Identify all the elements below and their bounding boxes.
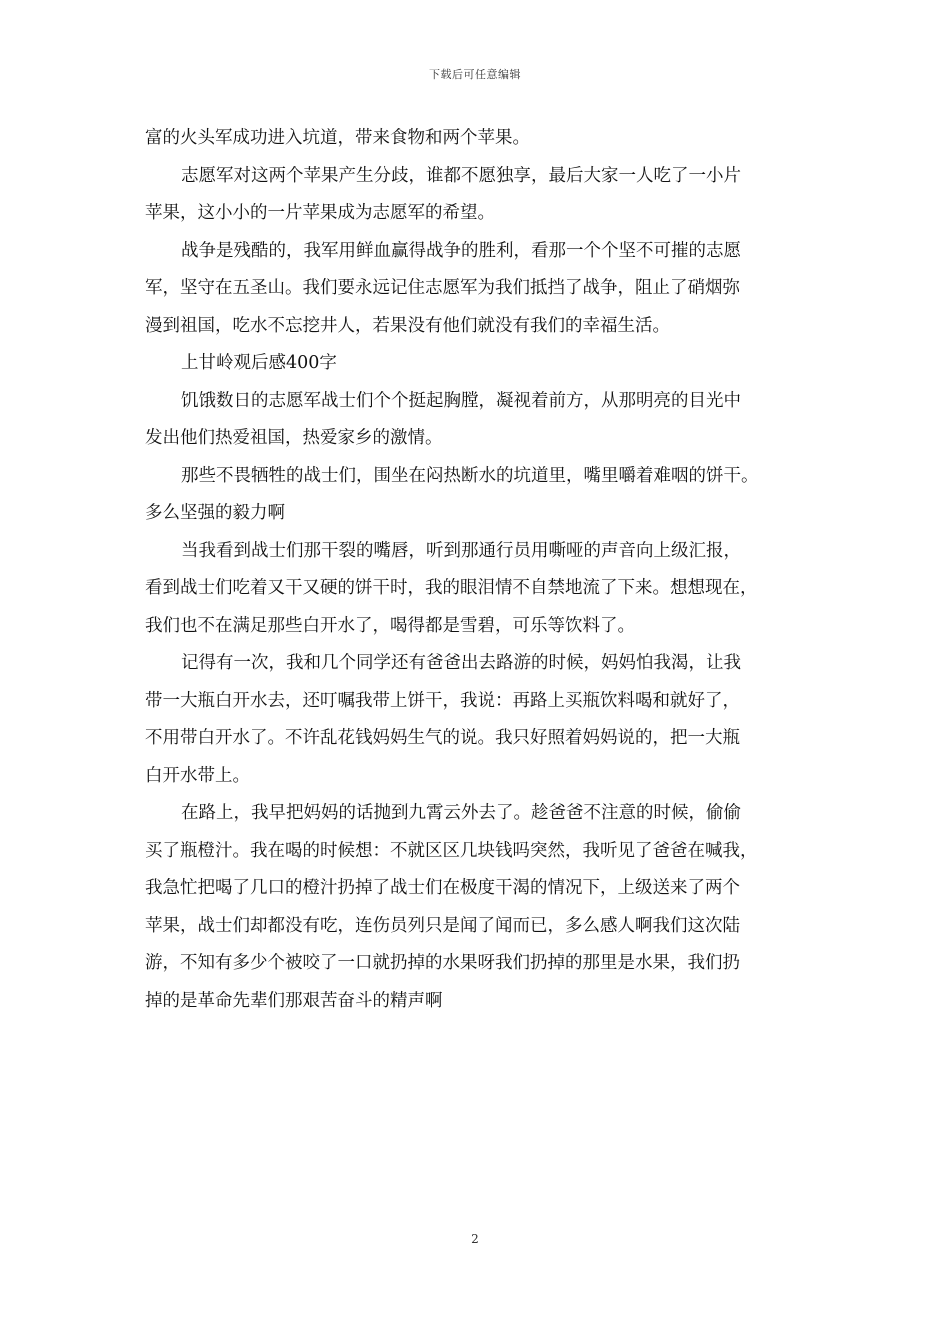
- text-line: 那些不畏牺牲的战士们，围坐在闷热断水的坑道里，嘴里嚼着难咽的饼干。: [181, 465, 759, 486]
- text-line: 买了瓶橙汁。我在喝的时候想：不就区区几块钱吗突然，我听见了爸爸在喊我，: [145, 840, 758, 861]
- text-line: 看到战士们吃着又干又硬的饼干时，我的眼泪情不自禁地流了下来。想想现在，: [145, 578, 758, 598]
- text-line: 战争是残酷的，我军用鲜血赢得战争的胜利，看那一个个坚不可摧的志愿: [181, 240, 741, 261]
- text-line: 多么坚强的毅力啊: [145, 503, 285, 523]
- text-line: 不用带白开水了。不许乱花钱妈妈生气的说。我只好照着妈妈说的，把一大瓶: [145, 728, 740, 748]
- text-line: 军，坚守在五圣山。我们要永远记住志愿军为我们抵挡了战争，阻止了硝烟弥: [145, 278, 740, 298]
- text-line: 苹果，战士们却都没有吃，连伤员列只是闻了闻而已，多么感人啊我们这次陆: [145, 915, 740, 936]
- text-line: 我急忙把喝了几口的橙汁扔掉了战士们在极度干渴的情况下，上级送来了两个: [145, 878, 740, 898]
- page-header: 下载后可任意编辑: [429, 68, 521, 81]
- text-line: 上甘岭观后感400字: [181, 353, 337, 373]
- text-line: 游，不知有多少个被咬了一口就扔掉的水果呀我们扔掉的那里是水果，我们扔: [145, 953, 740, 973]
- text-line: 带一大瓶白开水去，还叮嘱我带上饼干，我说：再路上买瓶饮料喝和就好了，: [145, 690, 740, 711]
- document-body: [145, 120, 820, 1020]
- text-line: 漫到祖国，吃水不忘挖井人，若果没有他们就没有我们的幸福生活。: [145, 315, 670, 336]
- text-line: 我们也不在满足那些白开水了，喝得都是雪碧，可乐等饮料了。: [145, 615, 635, 636]
- text-line: 掉的是革命先辈们那艰苦奋斗的精声啊: [145, 990, 443, 1011]
- text-line: 富的火头军成功进入坑道，带来食物和两个苹果。: [145, 128, 530, 148]
- text-line: 发出他们热爱祖国，热爱家乡的激情。: [145, 428, 443, 448]
- text-line: 当我看到战士们那干裂的嘴唇，听到那通行员用嘶哑的声音向上级汇报，: [181, 540, 741, 561]
- text-line: 苹果，这小小的一片苹果成为志愿军的希望。: [145, 203, 495, 223]
- text-line: 在路上，我早把妈妈的话抛到九霄云外去了。趁爸爸不注意的时候，偷偷: [181, 803, 741, 823]
- page-number: 2: [471, 1232, 479, 1246]
- text-line: 志愿军对这两个苹果产生分歧，谁都不愿独享，最后大家一人吃了一小片: [181, 165, 741, 186]
- text-line: 白开水带上。: [145, 765, 250, 786]
- text-line: 记得有一次，我和几个同学还有爸爸出去路游的时候，妈妈怕我渴，让我: [181, 653, 741, 673]
- text-line: 饥饿数日的志愿军战士们个个挺起胸膛，凝视着前方，从那明亮的目光中: [181, 390, 741, 411]
